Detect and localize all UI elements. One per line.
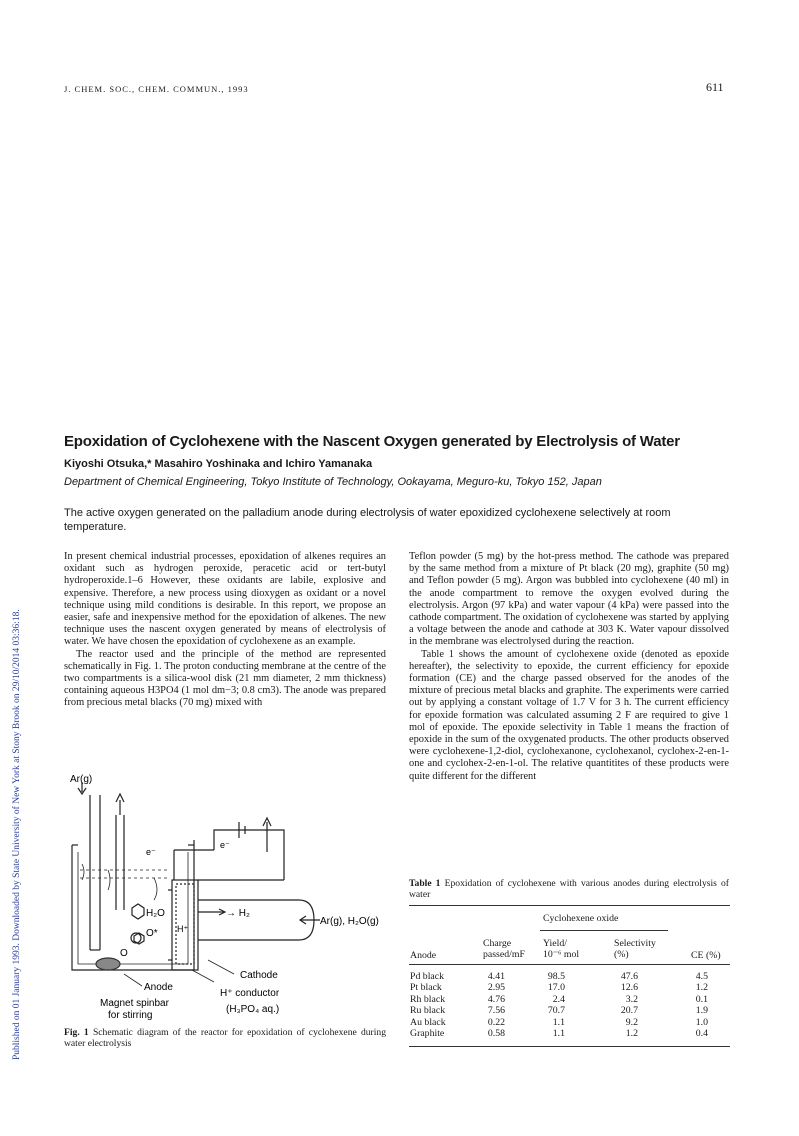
cell-ce: 1.9	[695, 1005, 708, 1017]
cell-yield: 98.5	[547, 971, 565, 982]
cell-selectivity: 47.6	[620, 971, 638, 982]
label-cathode: Cathode	[240, 970, 278, 981]
cell-selectivity: 3.2	[625, 993, 638, 1005]
author-list: Kiyoshi Otsuka,* Masahiro Yoshinaka and Ichiro Yamanaka	[64, 458, 373, 470]
header-selectivity-2: (%)	[614, 949, 629, 960]
cell-charge: 2.95	[487, 982, 505, 994]
header-yield-2: 10⁻⁶ mol	[543, 949, 580, 960]
cell-charge: 0.22	[487, 1016, 505, 1028]
cell-selectivity: 20.7	[620, 1005, 638, 1017]
header-charge-2: passed/mF	[483, 949, 525, 960]
figure-caption-label: Fig. 1	[64, 1027, 89, 1038]
label-proton: H⁺	[177, 924, 189, 934]
label-h3po4: (H₃PO₄ aq.)	[226, 1004, 280, 1015]
header-yield-1: Yield/	[543, 938, 567, 949]
cell-yield: 2.4	[552, 993, 565, 1005]
figure-1	[64, 760, 386, 1022]
table-top-rule	[409, 905, 730, 906]
cell-yield: 1.1	[552, 1028, 565, 1039]
cell-charge: 0.58	[487, 1028, 505, 1039]
label-anode: Anode	[144, 982, 173, 993]
header-rule	[409, 964, 730, 965]
label-argon-in: Ar(g)	[70, 774, 93, 785]
cell-yield: 1.1	[552, 1016, 565, 1028]
cell-charge: 4.76	[487, 993, 505, 1005]
figure-caption	[64, 1027, 386, 1049]
outlet-tube	[116, 815, 124, 910]
label-h-conductor: H⁺ conductor	[220, 988, 280, 999]
label-oxygen: O	[120, 948, 128, 959]
cell-ce: 4.5	[695, 971, 708, 982]
label-electron-2: e⁻	[220, 840, 230, 850]
label-magnet-2: for stirring	[108, 1010, 153, 1021]
header-ce: CE (%)	[691, 950, 721, 961]
cell-yield: 17.0	[547, 982, 565, 994]
cell-selectivity: 9.2	[625, 1016, 638, 1028]
cell-selectivity: 12.6	[620, 982, 638, 994]
paragraph: Table 1 shows the amount of cyclohexene oxide (denoted as epoxide hereafter), the selectivity to epoxide, the current efficiency for epoxide formation (CE) and the charge passed observed for the anodes of the mixture of precious metal blacks and graphite. The experiments were carried out by applying a constant voltage of 1.7 V for 3 h. The current efficiency for epoxide formation was calculated assuming 2 F are required to give 1 mol of epoxide. The epoxide selectivity in Table 1 means the fraction of epoxide in the sum of the oxygenated products. The other products observed were cyclohexene-1,2-diol, cyclohexanone, cyclohexanol, cyclohex-2-en-1-one and cyclohex-2-en-1-ol. The relative quantitites of these products were quite different for the different	[409, 648, 729, 782]
label-electron-1: e⁻	[146, 847, 156, 857]
figure-caption-text: Schematic diagram of the reactor for epoxidation of cyclohexene during water electrolysis	[64, 1027, 387, 1049]
table-caption-label: Table 1	[409, 878, 441, 889]
cell-ce: 1.0	[695, 1016, 708, 1028]
cell-charge: 4.41	[487, 971, 505, 982]
cell-ce: 1.2	[695, 982, 708, 994]
cell-anode: Au black	[410, 1016, 446, 1028]
cell-anode: Pt black	[410, 982, 442, 994]
abstract: The active oxygen generated on the palladium anode during electrolysis of water epoxidized cyclohexene selectively at room temperature.	[64, 507, 671, 533]
cell-anode: Rh black	[410, 993, 446, 1005]
cell-anode: Pd black	[410, 971, 445, 982]
cell-ce: 0.1	[695, 993, 708, 1005]
cathode-compartment-wall	[198, 900, 314, 940]
header-anode: Anode	[410, 950, 437, 961]
body-column-left	[64, 551, 386, 710]
label-nascent-oxygen: O*	[146, 928, 158, 939]
label-hydrogen: → H₂	[226, 908, 250, 919]
article-title: Epoxidation of Cyclohexene with the Nascent Oxygen generated by Electrolysis of Water	[64, 433, 680, 450]
label-water: H₂O	[146, 908, 165, 919]
paragraph: The reactor used and the principle of the method are represented schematically in Fig. 1. The proton conducting membrane at the centre of the two compartments is a silica-wool disk (21 mm diameter, 2 mm thickness) containing aqueous H3PO4 (1 mol dm−3; 0.8 cm3). The anode was prepared from precious metal blacks (70 mg) mixed with	[64, 648, 386, 709]
cell-yield: 70.7	[547, 1005, 565, 1017]
journal-header: J. CHEM. SOC., CHEM. COMMUN., 1993	[64, 84, 249, 94]
body-column-right	[409, 551, 729, 783]
argon-inlet-tube	[90, 795, 100, 950]
header-charge-1: Charge	[483, 938, 512, 949]
cell-anode: Graphite	[410, 1028, 445, 1039]
cell-charge: 7.56	[487, 1005, 505, 1017]
group-rule	[540, 930, 668, 931]
paragraph: In present chemical industrial processes, epoxidation of alkenes requires an oxidant such as hydrogen peroxide, peracetic acid or tert-butyl hydroperoxide.1–6 However, these oxidants are labile, explosive and expensive. Therefore, a new process using dioxygen as oxidant or a novel technique using mild conditions is desirable. In this report, we propose an easier, safe and inexpensive method for the epoxidation of alkenes. The new technique uses the nascent oxygen generated by means of electrolysis of water. We have chosen the epoxidation of cyclohexene as an example.	[64, 551, 386, 648]
header-selectivity-1: Selectivity	[614, 938, 656, 949]
reactor-diagram	[64, 760, 386, 1022]
table-caption-text: Epoxidation of cyclohexene with various anodes during electrolysis of water	[409, 878, 729, 900]
page-number: 611	[706, 80, 724, 94]
cell-ce: 0.4	[695, 1028, 708, 1039]
group-header: Cyclohexene oxide	[543, 913, 619, 924]
table-caption	[409, 878, 729, 900]
label-ar-water: Ar(g), H₂O(g)	[320, 916, 379, 927]
download-notice[interactable]: Published on 01 January 1993. Downloaded by State University of New York at Stony Brook on 29/10/2014 03:36:18.	[12, 609, 22, 1060]
cell-selectivity: 1.2	[625, 1028, 638, 1039]
label-magnet-1: Magnet spinbar	[100, 998, 169, 1009]
table-bottom-rule	[409, 1046, 730, 1047]
magnet-spinbar	[96, 958, 120, 970]
affiliation: Department of Chemical Engineering, Tokyo Institute of Technology, Ookayama, Meguro-ku, Tokyo 152, Japan	[64, 476, 602, 488]
cell-anode: Ru black	[410, 1005, 446, 1017]
paragraph: Teflon powder (5 mg) by the hot-press method. The cathode was prepared by the same method from a mixture of Pt black (20 mg), graphite (50 mg) and Teflon powder (5 mg). Argon was bubbled into cyclohexene (40 ml) in the anode compartment to remove the oxygen evolved during the electrolysis. Argon (97 kPa) and water vapour (4 kPa) were passed into the cathode compartment. The oxidation of cyclohexene was started by applying a voltage between the anode and cathode at 303 K. Water vapour dissolved in the membrane was electrolysed during the reaction.	[409, 551, 729, 648]
